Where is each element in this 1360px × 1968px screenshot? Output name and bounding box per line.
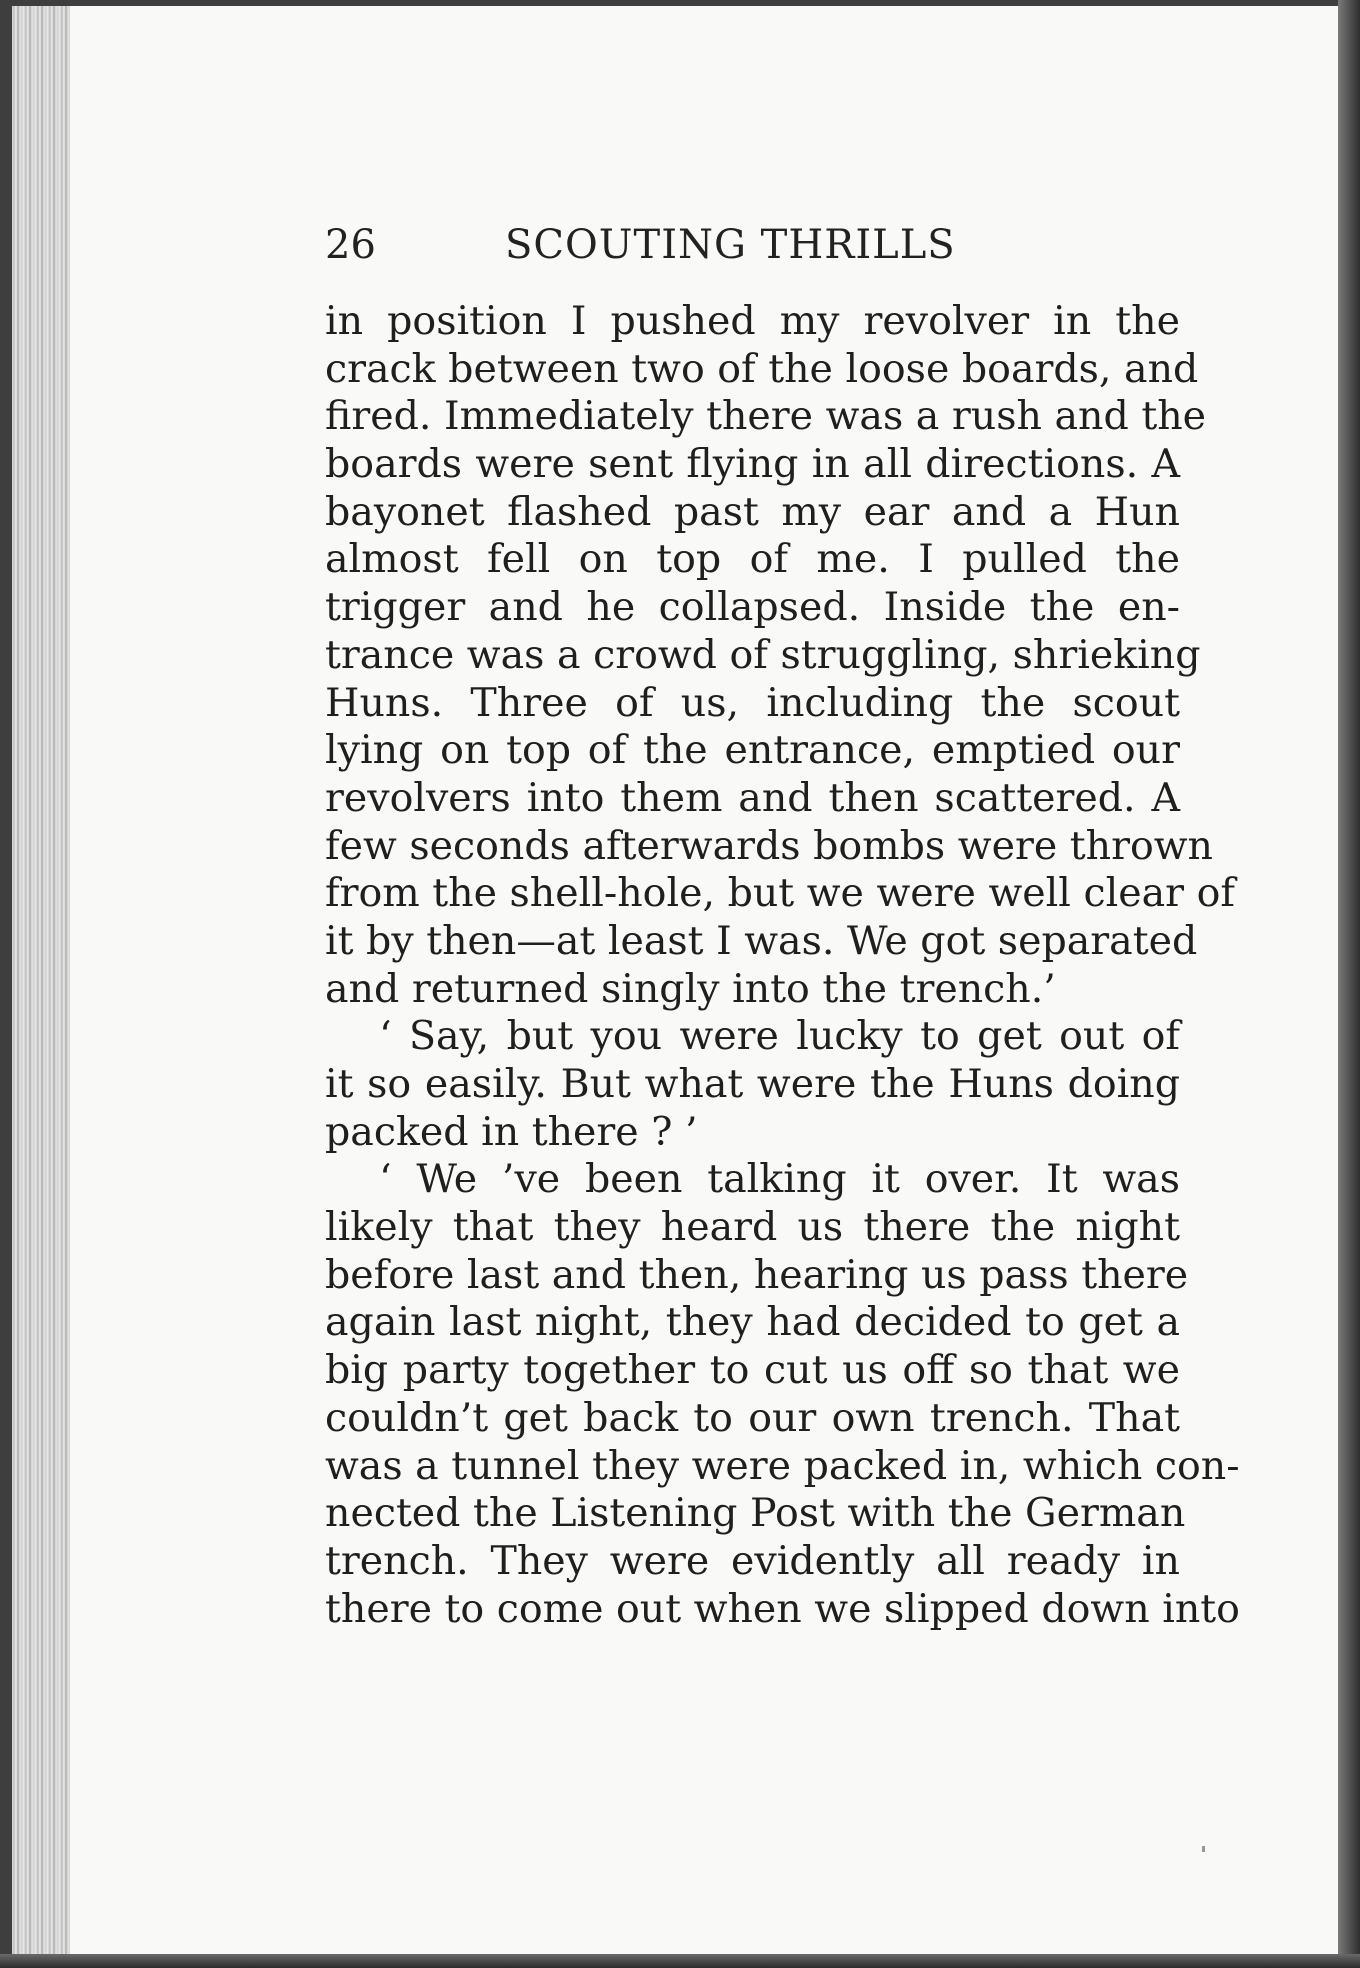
page-header [325,222,1180,272]
text-line: again last night, they had decided to get a [325,1299,1180,1346]
text-line: was a tunnel they were packed in, which con- [325,1442,1240,1489]
text-line: and returned singly into the trench.’ [325,965,1056,1012]
text-line: there to come out when we slipped down into [325,1585,1240,1632]
text-line: trigger and he collapsed. Inside the en- [325,584,1180,631]
text-line: ‘ Say, but you were lucky to get out of [379,1013,1180,1060]
text-line: packed in there ? ’ [325,1108,698,1155]
text-line: before last and then, hearing us pass there [325,1251,1189,1298]
body-text [325,298,1240,1633]
bottom-shadow [0,1954,1360,1968]
text-line: ‘ We ’ve been talking it over. It was [379,1156,1180,1203]
text-line: crack between two of the loose boards, and [325,345,1199,392]
text-line: trance was a crowd of struggling, shrieking [325,631,1201,678]
binding-shadow [1338,0,1360,1968]
text-line: Huns. Three of us, including the scout [325,679,1180,726]
text-line: lying on top of the entrance, emptied our [325,727,1180,774]
text-line: it so easily. But what were the Huns doing [325,1061,1180,1107]
text-line: few seconds afterwards bombs were thrown [325,822,1213,869]
paper-speck [1202,1846,1205,1852]
page-number: 26 [325,222,376,268]
text-line: in position I pushed my revolver in the [325,298,1180,344]
text-line: trench. They were evidently all ready in [325,1537,1180,1584]
text-line: fired. Immediately there was a rush and the [325,393,1207,440]
text-line: almost fell on top of me. I pulled the [325,536,1180,583]
text-line: revolvers into them and then scattered. A [325,774,1180,821]
text-line: couldn’t get back to our own trench. That [325,1394,1180,1441]
text-line: big party together to cut us off so that we [325,1347,1180,1394]
text-line: nected the Listening Post with the German [325,1490,1186,1537]
text-line: from the shell-hole, but we were well clear of [325,870,1236,917]
text-line: boards were sent flying in all directions. A [325,441,1180,488]
text-line: likely that they heard us there the night [325,1204,1180,1251]
text-line: it by then—at least I was. We got separated [325,917,1198,964]
running-title: SCOUTING THRILLS [505,222,956,268]
text-line: bayonet flashed past my ear and a Hun [325,488,1180,535]
